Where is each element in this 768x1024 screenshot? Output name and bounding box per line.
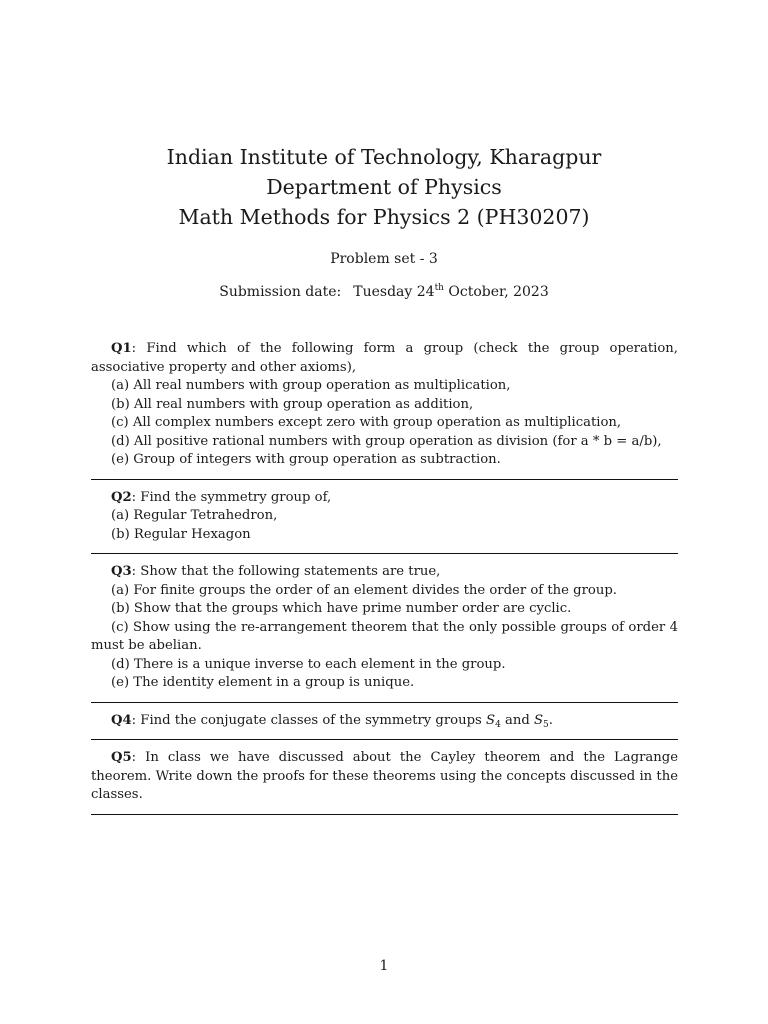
list-item: (a) All real numbers with group operation as multiplication, [111,378,511,393]
question-2 [91,489,678,554]
list-item: (b) Show that the groups which have prime number order are cyclic. [111,601,572,616]
list-item: (b) Regular Hexagon [111,526,251,542]
divider [91,702,678,703]
list-item: (e) The identity element in a group is unique. [111,675,415,690]
divider [91,479,678,480]
submission-day: Tuesday 24 [353,284,435,300]
submission-ordinal: th [434,283,444,293]
page-number: 1 [379,958,389,974]
list-item: (a) For finite groups the order of an element divides the order of the group. [111,582,617,598]
institute-name: Indian Institute of Technology, Kharagpur [166,145,602,169]
question-label: Q2 [111,489,132,505]
question-label: Q5 [111,750,132,765]
question-stem: : Find which of the following form a group (check the group operation, associative property and other axioms), [91,341,678,375]
submission-label: Submission date: [219,284,342,300]
submission-month-year: October, 2023 [443,284,549,300]
department-name: Department of Physics [266,175,502,199]
divider [91,553,678,554]
question-1 [91,340,678,479]
question-label: Q1 [111,341,132,356]
submission-date [0,283,768,301]
list-item: (d) All positive rational numbers with group operation as division (for a * b = a/b), [111,433,662,449]
question-stem: : In class we have discussed about the Cayley theorem and the Lagrange theorem. Write down the proofs for these theorems using the concepts discussed in the classes. [91,750,678,802]
document-header [0,142,768,232]
math-symbol: $S_5$ [533,712,549,730]
question-stem: : Find the conjugate classes of the symmetry groups [131,712,487,728]
question-3 [91,563,678,702]
questions-section [91,340,678,824]
question-label: Q3 [111,564,132,579]
divider [91,739,678,740]
list-item: (c) Show using the re-arrangement theorem that the only possible groups of order 4 must be abelian. [91,619,678,653]
problem-set-label: Problem set - 3 [330,251,438,267]
list-item: (b) All real numbers with group operation as addition, [111,396,474,412]
divider [91,814,678,815]
question-4: Q4: Find the conjugate classes of the symmetry groups $S_4$ and $S_5$. [111,712,553,730]
list-item: (d) There is a unique inverse to each element in the group. [111,656,506,672]
question-stem: : Show that the following statements are true, [131,564,441,579]
question-5 [91,749,678,814]
list-item: (e) Group of integers with group operation as subtraction. [111,452,501,467]
question-label: Q4 [111,712,132,728]
math-symbol: $S_4$ [486,712,501,730]
list-item: (a) Regular Tetrahedron, [111,508,278,523]
question-stem: : Find the symmetry group of, [131,489,332,505]
list-item: (c) All complex numbers except zero with group operation as multiplication, [111,415,622,430]
course-title: Math Methods for Physics 2 (PH30207) [178,205,590,229]
